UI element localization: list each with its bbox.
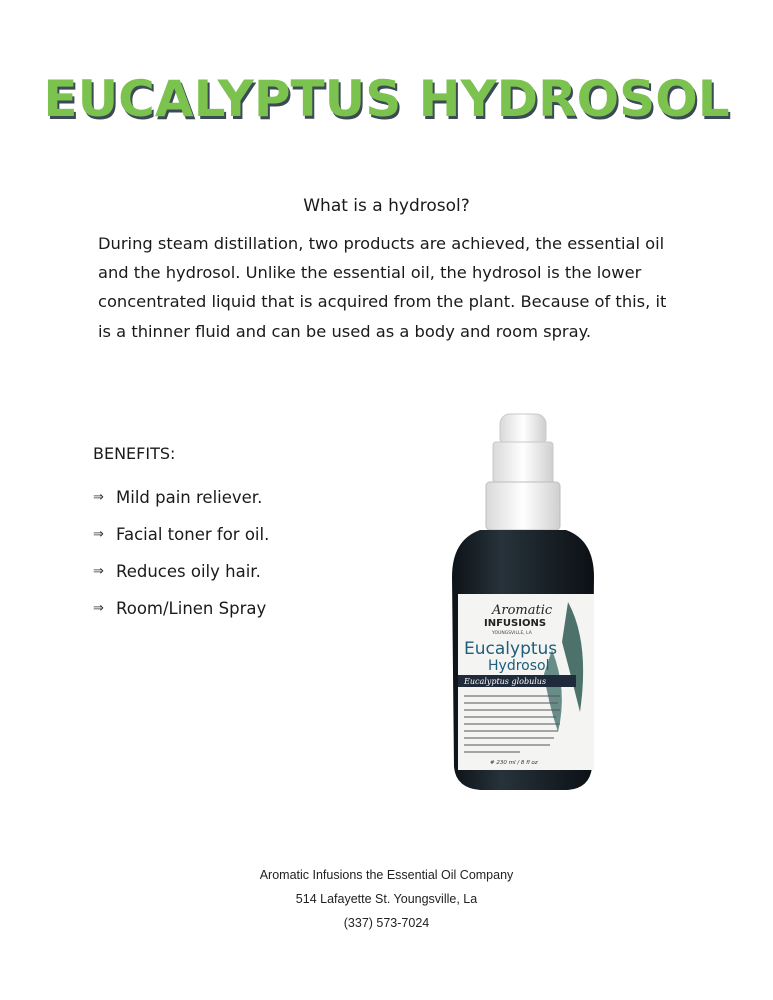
benefits-list	[93, 479, 269, 627]
double-arrow-icon: ⇒	[93, 564, 104, 579]
label-brand-bottom: INFUSIONS	[484, 618, 547, 629]
spray-bottle-image	[440, 412, 605, 792]
footer-company: Aromatic Infusions the Essential Oil Company	[259, 868, 514, 882]
intro-line: concentrated liquid that is acquired from the plant. Because of this, it	[98, 292, 667, 312]
product-photo	[440, 412, 605, 792]
footer-phone: (337) 573-7024	[343, 916, 430, 930]
benefit-label: Mild pain reliever.	[116, 488, 263, 507]
benefit-item	[93, 590, 269, 627]
double-arrow-icon: ⇒	[93, 490, 104, 505]
intro-line: and the hydrosol. Unlike the essential oil, the hydrosol is the lower	[98, 263, 642, 283]
footer-address: 514 Lafayette St. Youngsville, La	[295, 892, 478, 906]
intro-line: is a thinner fluid and can be used as a body and room spray.	[98, 321, 592, 341]
label-name-line2: Hydrosol	[488, 658, 550, 674]
benefit-item	[93, 553, 269, 590]
page-title: EUCALYPTUS HYDROSOL	[43, 70, 730, 128]
question-heading: What is a hydrosol?	[303, 196, 470, 216]
label-volume: # 230 ml / 8 fl oz	[490, 760, 538, 766]
benefit-label: Reduces oily hair.	[116, 562, 261, 581]
bottle-cap	[486, 482, 560, 530]
benefit-label: Room/Linen Spray	[116, 599, 267, 618]
double-arrow-icon: ⇒	[93, 601, 104, 616]
label-location: YOUNGSVILLE, LA	[492, 631, 532, 636]
sprayer-nozzle	[493, 442, 553, 484]
intro-paragraph	[98, 229, 688, 346]
label-name-line1: Eucalyptus	[464, 639, 558, 659]
label-brand-top: Aromatic	[492, 603, 553, 618]
benefits-heading: BENEFITS:	[93, 444, 176, 463]
double-arrow-icon: ⇒	[93, 527, 104, 542]
benefit-item	[93, 516, 269, 553]
benefit-item	[93, 479, 269, 516]
benefit-label: Facial toner for oil.	[116, 525, 270, 544]
label-latin: Eucalyptus globulus	[464, 677, 547, 686]
intro-line: During steam distillation, two products are achieved, the essential oil	[98, 234, 665, 253]
